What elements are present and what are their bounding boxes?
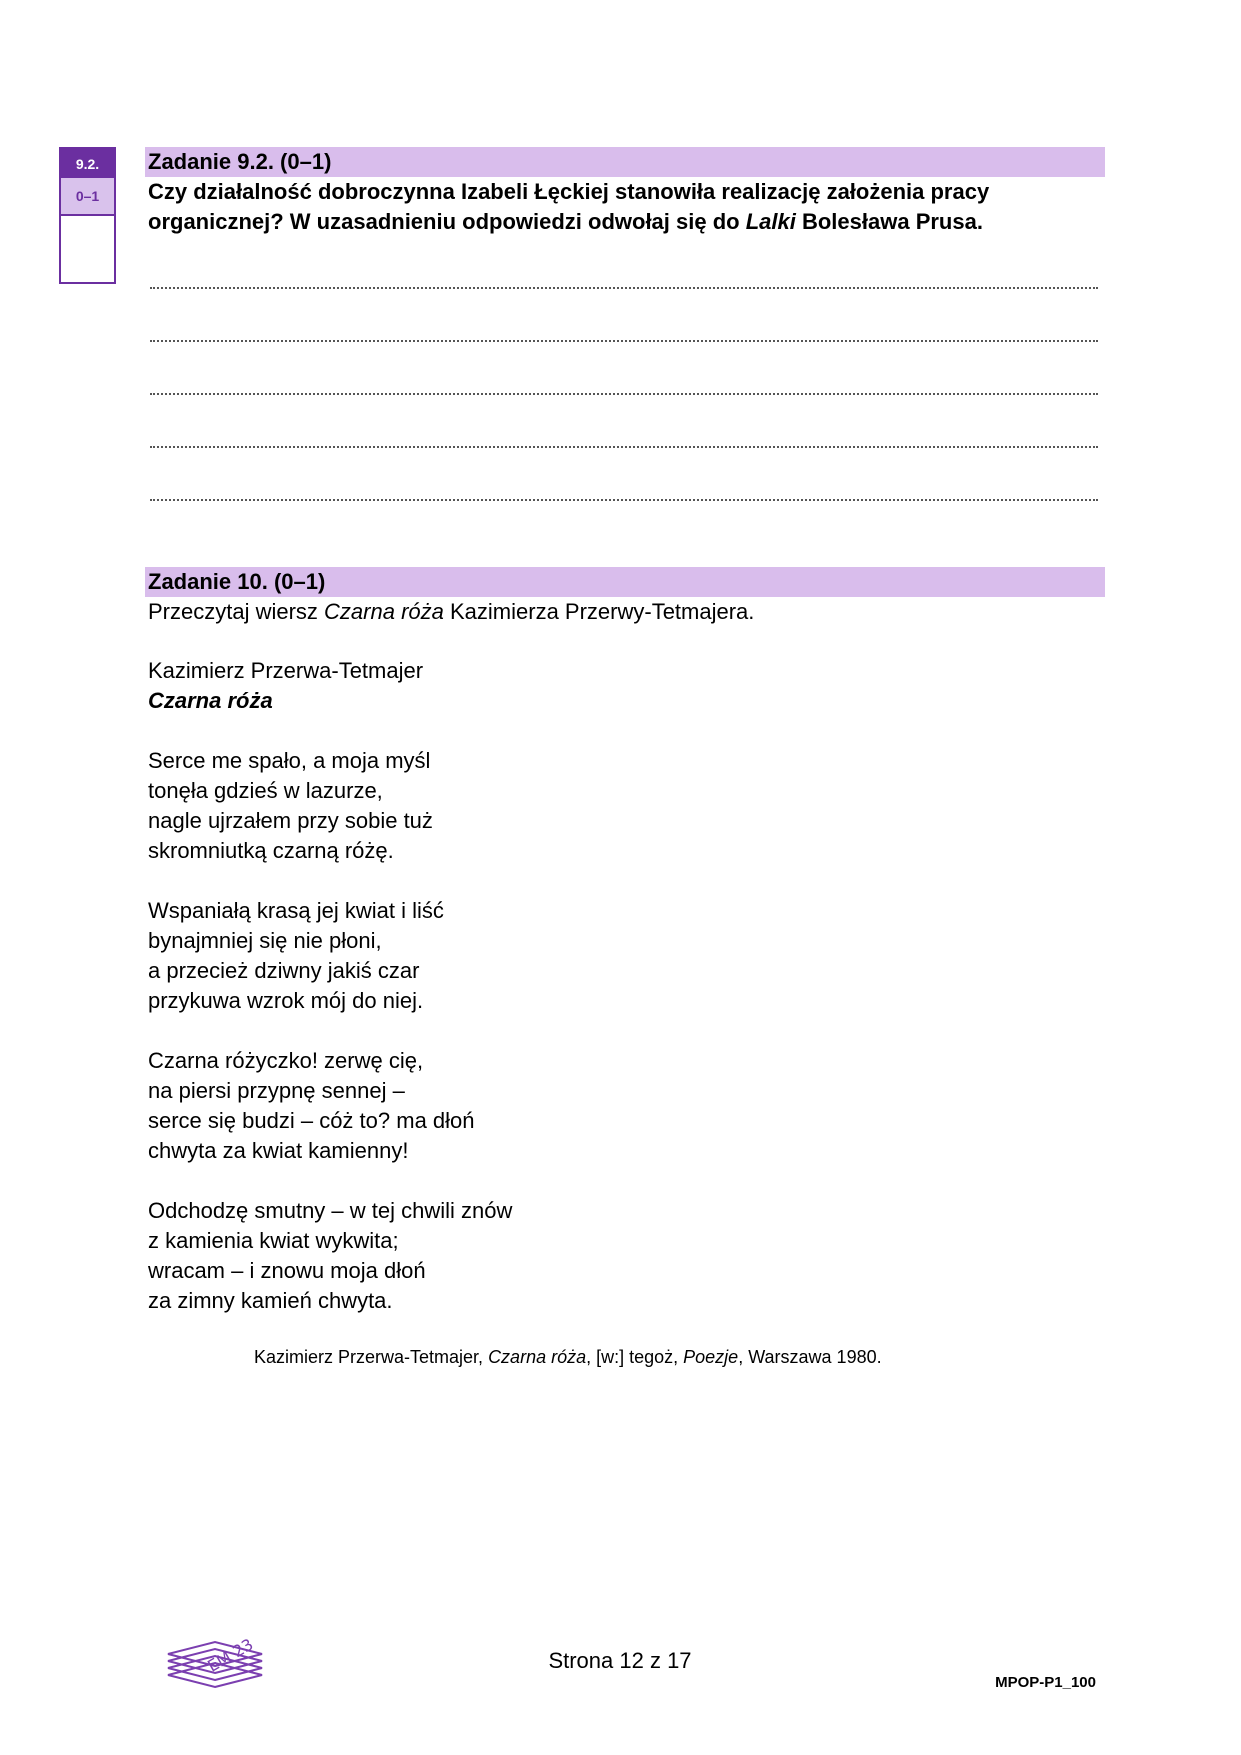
score-points: 0–1 — [61, 178, 114, 216]
task-10-header: Zadanie 10. (0–1) — [145, 567, 1105, 597]
poem-line: nagle ujrzałem przy sobie tuż — [148, 808, 433, 833]
poem-line: chwyta za kwiat kamienny! — [148, 1138, 409, 1163]
answer-line[interactable] — [150, 446, 1098, 448]
poem-line: tonęła gdzieś w lazurze, — [148, 778, 383, 803]
poem-line: przykuwa wzrok mój do niej. — [148, 988, 424, 1013]
answer-line[interactable] — [150, 393, 1098, 395]
score-task-number: 9.2. — [61, 149, 114, 178]
answer-line[interactable] — [150, 287, 1098, 289]
question-line-1: Czy działalność dobroczynna Izabeli Łęckiej stanowiła realizację założenia pracy — [148, 179, 990, 204]
poem-line: serce się budzi – cóż to? ma dłoń — [148, 1108, 475, 1133]
poem-stanza-1 — [148, 746, 433, 866]
poem-author: Kazimierz Przerwa-Tetmajer — [148, 658, 424, 683]
svg-text:EM 23: EM 23 — [204, 1635, 257, 1676]
poem-source: Kazimierz Przerwa-Tetmajer, Czarna róża, [w:] tegoż, Poezje, Warszawa 1980. — [254, 1347, 882, 1367]
question-line-2: organicznej? W uzasadnieniu odpowiedzi odwołaj się do Lalki Bolesława Prusa. — [148, 209, 983, 234]
poem-line: a przecież dziwny jakiś czar — [148, 958, 420, 983]
poem-line: bynajmniej się nie płoni, — [148, 928, 382, 953]
poem-line: Serce me spało, a moja myśl — [148, 748, 431, 773]
poem-line: Czarna różyczko! zerwę cię, — [148, 1048, 424, 1073]
poem-line: na piersi przypnę sennej – — [148, 1078, 405, 1103]
poem-stanza-3 — [148, 1046, 475, 1166]
poem-stanza-4 — [148, 1196, 512, 1316]
poem-line: Odchodzę smutny – w tej chwili znów — [148, 1198, 513, 1223]
answer-line[interactable] — [150, 499, 1098, 501]
task-10-intro: Przeczytaj wiersz Czarna róża Kazimierza Przerwy-Tetmajera. — [148, 599, 755, 624]
task-9-2-question — [148, 177, 1098, 237]
poem-line: wracam – i znowu moja dłoń — [148, 1258, 426, 1283]
poem-line: za zimny kamień chwyta. — [148, 1288, 393, 1313]
page-number: Strona 12 z 17 — [548, 1648, 692, 1673]
poem-line: Wspaniałą krasą jej kwiat i liść — [148, 898, 444, 923]
exam-code: MPOP-P1_100 — [995, 1674, 1096, 1691]
em23-logo-icon — [160, 1635, 270, 1720]
task-9-2-header: Zadanie 9.2. (0–1) — [145, 147, 1105, 177]
score-box — [59, 147, 116, 284]
answer-line[interactable] — [150, 340, 1098, 342]
poem-line: skromniutką czarną różę. — [148, 838, 394, 863]
poem-title: Czarna róża — [148, 688, 273, 713]
poem-line: z kamienia kwiat wykwita; — [148, 1228, 399, 1253]
poem-stanza-2 — [148, 896, 444, 1016]
